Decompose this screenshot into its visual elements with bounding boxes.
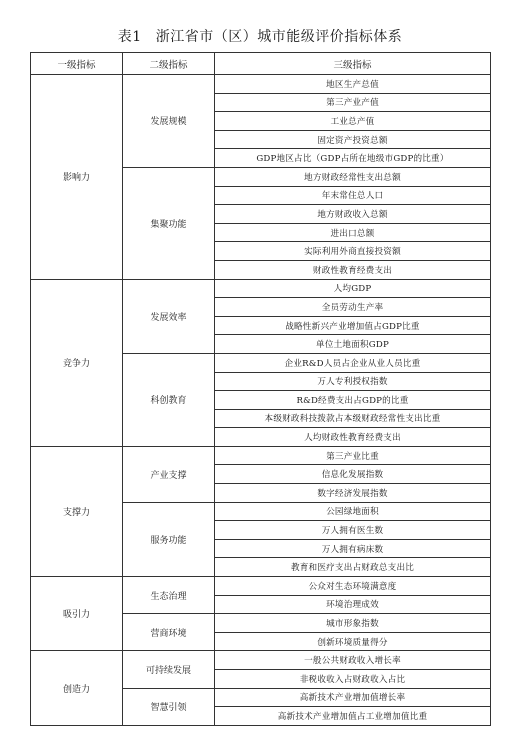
- level3-indicator: 第三产业产值: [215, 93, 491, 112]
- level3-indicator: 战略性新兴产业增加值占GDP比重: [215, 316, 491, 335]
- table-number: 表1: [117, 29, 142, 45]
- level2-indicator: 生态治理: [123, 577, 215, 614]
- level1-indicator: 创造力: [31, 651, 123, 725]
- level3-indicator: 万人拥有医生数: [215, 521, 491, 540]
- level3-indicator: 全员劳动生产率: [215, 298, 491, 317]
- level2-indicator: 集聚功能: [123, 167, 215, 279]
- level3-indicator: 城市形象指数: [215, 614, 491, 633]
- level3-indicator: 人均财政性教育经费支出: [215, 428, 491, 447]
- level3-indicator: 财政性教育经费支出: [215, 260, 491, 279]
- level3-indicator: 一般公共财政收入增长率: [215, 651, 491, 670]
- level1-indicator: 吸引力: [31, 577, 123, 651]
- level2-indicator: 发展效率: [123, 279, 215, 353]
- level2-indicator: 智慧引领: [123, 688, 215, 725]
- level1-indicator: 支撑力: [31, 446, 123, 576]
- level3-indicator: 公众对生态环境满意度: [215, 577, 491, 596]
- table-row: [31, 75, 491, 94]
- level3-indicator: 第三产业比重: [215, 446, 491, 465]
- indicator-table: [30, 52, 491, 726]
- level1-indicator: 竞争力: [31, 279, 123, 446]
- level3-indicator: 数字经济发展指数: [215, 484, 491, 503]
- level2-indicator: 发展规模: [123, 75, 215, 168]
- level3-indicator: 地区生产总值: [215, 75, 491, 94]
- level3-indicator: GDP地区占比（GDP占所在地级市GDP的比重）: [215, 149, 491, 168]
- level1-indicator: 影响力: [31, 75, 123, 280]
- level3-indicator: 实际利用外商直接投资额: [215, 242, 491, 261]
- level2-indicator: 营商环境: [123, 614, 215, 651]
- level3-indicator: 信息化发展指数: [215, 465, 491, 484]
- table-row: [31, 279, 491, 298]
- level2-indicator: 科创教育: [123, 353, 215, 446]
- header-level2: 二级指标: [123, 53, 215, 75]
- table-row: [31, 651, 491, 670]
- level3-indicator: 创新环境质量得分: [215, 632, 491, 651]
- table-title: [0, 26, 520, 44]
- level3-indicator: 万人拥有病床数: [215, 539, 491, 558]
- level3-indicator: 公园绿地面积: [215, 502, 491, 521]
- table-row: [31, 577, 491, 596]
- level3-indicator: R&D经费支出占GDP的比重: [215, 391, 491, 410]
- header-level1: 一级指标: [31, 53, 123, 75]
- level3-indicator: 人均GDP: [215, 279, 491, 298]
- level3-indicator: 企业R&D人员占企业从业人员比重: [215, 353, 491, 372]
- header-row: [31, 53, 491, 75]
- table-body: [31, 75, 491, 726]
- level2-indicator: 服务功能: [123, 502, 215, 576]
- level3-indicator: 教育和医疗支出占财政总支出比: [215, 558, 491, 577]
- level2-indicator: 产业支撑: [123, 446, 215, 502]
- level3-indicator: 年末常住总人口: [215, 186, 491, 205]
- level3-indicator: 高新技术产业增加值增长率: [215, 688, 491, 707]
- level3-indicator: 地方财政收入总额: [215, 205, 491, 224]
- level3-indicator: 工业总产值: [215, 112, 491, 131]
- level3-indicator: 进出口总额: [215, 223, 491, 242]
- table-row: [31, 446, 491, 465]
- level2-indicator: 可持续发展: [123, 651, 215, 688]
- table-caption: 浙江省市（区）城市能级评价指标体系: [155, 29, 403, 45]
- level3-indicator: 单位土地面积GDP: [215, 335, 491, 354]
- level3-indicator: 固定资产投资总额: [215, 130, 491, 149]
- header-level3: 三级指标: [215, 53, 491, 75]
- level3-indicator: 本级财政科技拨款占本级财政经常性支出比重: [215, 409, 491, 428]
- level3-indicator: 环境治理成效: [215, 595, 491, 614]
- level3-indicator: 地方财政经常性支出总额: [215, 167, 491, 186]
- level3-indicator: 万人专利授权指数: [215, 372, 491, 391]
- level3-indicator: 非税收收入占财政收入占比: [215, 670, 491, 689]
- level3-indicator: 高新技术产业增加值占工业增加值比重: [215, 707, 491, 726]
